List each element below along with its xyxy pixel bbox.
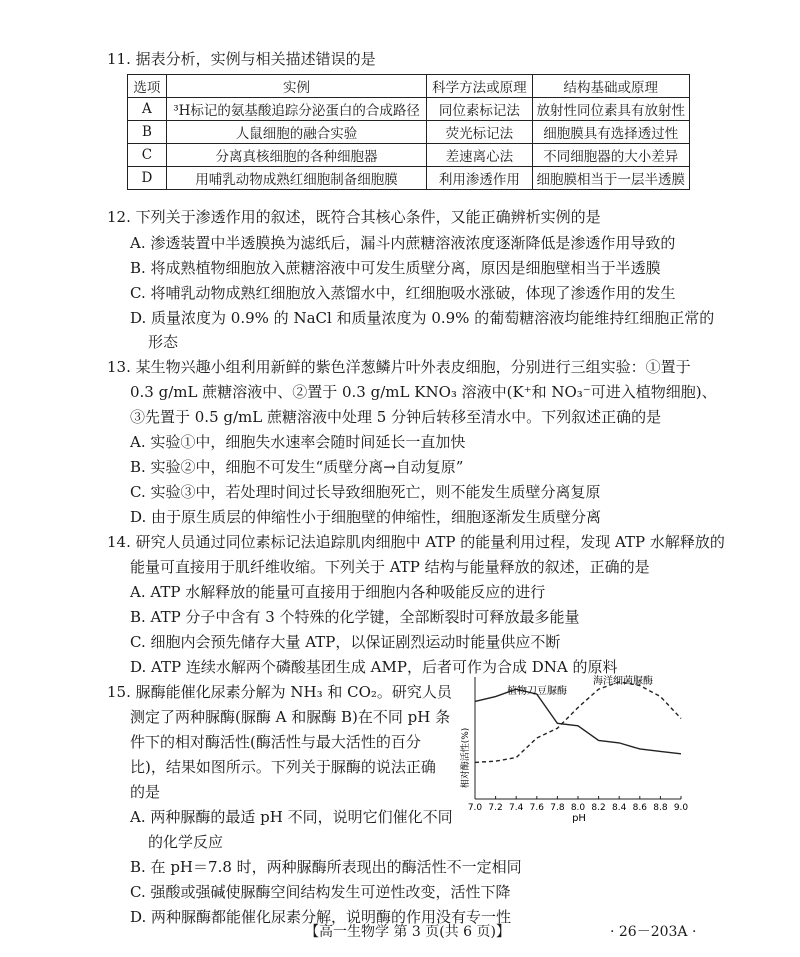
q13-option-c: C. 实验③中，若处理时间过长导致细胞死亡，则不能发生质壁分离复原 — [130, 483, 601, 501]
table-cell: C — [128, 144, 167, 167]
table-cell: 放射性同位素具有放射性 — [532, 98, 690, 121]
table-cell: D — [128, 167, 167, 190]
col-header-method: 科学方法或原理 — [427, 75, 532, 98]
table-cell: 不同细胞器的大小差异 — [532, 144, 690, 167]
x-tick-label: 8.6 — [632, 803, 647, 813]
q15-stem-line5: 的是 — [130, 783, 161, 801]
col-header-option: 选项 — [128, 75, 167, 98]
x-tick-label: 7.2 — [488, 803, 503, 813]
q15-option-d: D. 两种脲酶都能催化尿素分解，说明酶的作用没有专一性 — [130, 908, 512, 926]
q12-option-a: A. 渗透装置中半透膜换为滤纸后，漏斗内蔗糖溶液浓度逐渐降低是渗透作用导致的 — [130, 234, 676, 252]
table-row — [128, 144, 690, 167]
q13-option-a: A. 实验①中，细胞失水速率会随时间延长一直加快 — [130, 433, 466, 451]
q15-stem-line2: 测定了两种脲酶(脲酶 A 和脲酶 B)在不同 pH 条 — [130, 708, 451, 726]
table-cell: A — [128, 98, 167, 121]
chart-lines — [475, 682, 681, 763]
table-cell: 细胞膜具有选择透过性 — [532, 121, 690, 144]
table-header-row — [128, 75, 690, 98]
table-cell: 人鼠细胞的融合实验 — [166, 121, 426, 144]
x-tick-label: 9.0 — [673, 803, 689, 813]
table-cell: 利用渗透作用 — [427, 167, 532, 190]
q11-stem: 11. 据表分析，实例与相关描述错误的是 — [107, 50, 376, 68]
page-footer: 【高一生物学 第 3 页(共 6 页)】 — [305, 924, 510, 940]
q14-option-c: C. 细胞内会预先储存大量 ATP，以保证剧烈运动时能量供应不断 — [130, 633, 561, 651]
x-tick-label: 7.8 — [550, 803, 565, 813]
q11-table — [127, 74, 690, 190]
legend-marine-urease: 海洋细菌脲酶 — [593, 676, 653, 687]
table-cell: B — [128, 121, 167, 144]
q14-stem-line1: 14. 研究人员通过同位素标记法追踪肌肉细胞中 ATP 的能量利用过程，发现 ATP 水解释放的 — [107, 533, 725, 551]
q15-option-a: A. 两种脲酶的最适 pH 不同，说明它们催化不同 — [130, 808, 453, 826]
table-cell: 细胞膜相当于一层半透膜 — [532, 167, 690, 190]
q13-stem-line3: ③先置于 0.5 g/mL 蔗糖溶液中处理 5 分钟后转移至清水中。下列叙述正确的是 — [130, 408, 662, 426]
x-tick-label: 7.6 — [529, 803, 544, 813]
q15-stem-line3: 件下的相对酶活性(酶活性与最大活性的百分 — [130, 733, 421, 751]
q15-option-c: C. 强酸或强碱使脲酶空间结构发生可逆性改变，活性下降 — [130, 883, 511, 901]
q15-option-a-cont: 的化学反应 — [148, 833, 224, 851]
table-row — [128, 121, 690, 144]
q14-stem-line2: 能量可直接用于肌纤维收缩。下列关于 ATP 结构与能量释放的叙述，正确的是 — [130, 558, 650, 576]
x-tick-label: 7.4 — [509, 803, 524, 813]
x-tick-label: 8.4 — [612, 803, 627, 813]
table-cell: ³H标记的氨基酸追踪分泌蛋白的合成路径 — [166, 98, 426, 121]
q12-stem: 12. 下列关于渗透作用的叙述，既符合其核心条件，又能正确辨析实例的是 — [107, 208, 601, 226]
table-row — [128, 98, 690, 121]
x-axis-label: pH — [572, 813, 586, 823]
table-cell: 用哺乳动物成熟红细胞制备细胞膜 — [166, 167, 426, 190]
x-tick-label: 7.0 — [467, 803, 483, 813]
table-cell: 同位素标记法 — [427, 98, 532, 121]
q15-stem-line4: 比)，结果如图所示。下列关于脲酶的说法正确 — [130, 758, 436, 776]
q12-option-d-cont: 形态 — [148, 333, 179, 351]
q13-stem-line1: 13. 某生物兴趣小组利用新鲜的紫色洋葱鳞片叶外表皮细胞，分别进行三组实验：①置于 — [107, 358, 691, 376]
q13-option-d: D. 由于原生质层的伸缩性小于细胞壁的伸缩性，细胞逐渐发生质壁分离 — [130, 508, 602, 526]
q12-option-d: D. 质量浓度为 0.9% 的 NaCl 和质量浓度为 0.9% 的葡萄糖溶液均能维持红细胞正常的 — [130, 309, 715, 327]
chart-axes — [475, 677, 681, 799]
q14-option-d: D. ATP 连续水解两个磷酸基团生成 AMP，后者可作为合成 DNA 的原料 — [130, 658, 618, 676]
col-header-principle: 结构基础或原理 — [532, 75, 690, 98]
q13-stem-line2: 0.3 g/mL 蔗糖溶液中、②置于 0.3 g/mL KNO₃ 溶液中(K⁺和 NO₃⁻可进入植物细胞)、 — [130, 383, 717, 401]
legend-plant-urease: 植物刀豆脲酶 — [507, 686, 567, 697]
q14-option-a: A. ATP 水解释放的能量可直接用于细胞内各种吸能反应的进行 — [130, 583, 546, 601]
q13-option-b: B. 实验②中，细胞不可发生“质壁分离→自动复原” — [130, 458, 464, 476]
table-cell: 差速离心法 — [427, 144, 532, 167]
q15-option-b: B. 在 pH＝7.8 时，两种脲酶所表现出的酶活性不一定相同 — [130, 858, 522, 876]
series-line-plant-urease — [475, 689, 681, 754]
q14-option-b: B. ATP 分子中含有 3 个特殊的化学键，全部断裂时可释放最多能量 — [130, 608, 580, 626]
table-row — [128, 167, 690, 190]
q12-option-c: C. 将哺乳动物成熟红细胞放入蒸馏水中，红细胞吸水涨破，体现了渗透作用的发生 — [130, 284, 676, 302]
page-code: · 26－203A · — [610, 924, 697, 940]
x-tick-label: 8.8 — [653, 803, 668, 813]
q12-option-b: B. 将成熟植物细胞放入蔗糖溶液中可发生质壁分离，原因是细胞壁相当于半透膜 — [130, 259, 661, 277]
y-axis-label: 相对酶活性(%) — [461, 727, 471, 789]
x-tick-label: 8.0 — [570, 803, 586, 813]
q15-stem-line1: 15. 脲酶能催化尿素分解为 NH₃ 和 CO₂。研究人员 — [107, 683, 452, 701]
x-tick-label: 8.2 — [591, 803, 606, 813]
table-cell: 荧光标记法 — [427, 121, 532, 144]
urease-activity-chart — [455, 673, 695, 823]
table-cell: 分离真核细胞的各种细胞器 — [166, 144, 426, 167]
col-header-example: 实例 — [166, 75, 426, 98]
